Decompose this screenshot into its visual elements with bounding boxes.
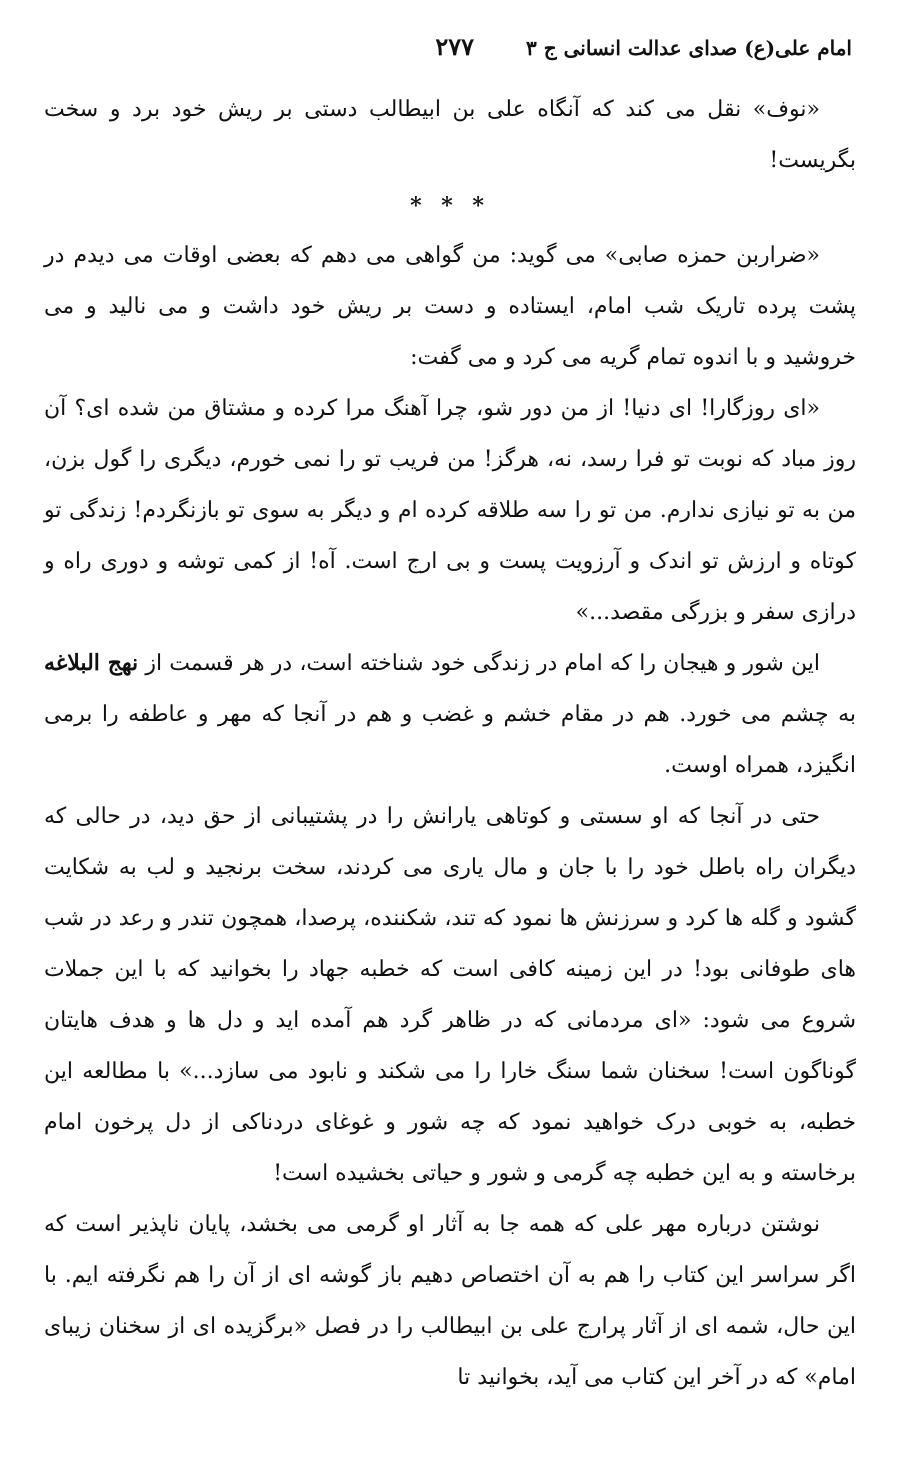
paragraph-nahj-after: به چشم می خورد. هم در مقام خشم و غضب و هم در آنجا که مهر و عاطفه را برمی انگیزد، همراه اوست. bbox=[44, 702, 856, 778]
paragraph-jihad-sermon: حتی در آنجا که او سستی و کوتاهی یارانش را در پشتیبانی از حق دید، در حالی که دیگران راه باطل خود را با جان و مال یاری می کردند، سخت برنجید و لب به شکایت گشود و گله ها کرد و سرزنش ها نمود که تند، شکننده، پرصدا، همچون تندر و رعد در شب های طوفانی بود! در این زمینه کافی است که خطبه جهاد را بخوانید که با این جملات شروع می شود: «ای مردمانی که در ظاهر گرد هم آمده اید و دل ها و هدف هایتان گوناگون است! سخنان شما سنگ خارا را می شکند و نابود می سازد...» با مطالعه این خطبه، به خوبی درک خواهید نمود که چه شور و غوغای دردناکی از دل پرخون امام برخاسته و به این خطبه چه گرمی و شور و حیاتی بخشیده است! bbox=[44, 804, 856, 1186]
paragraph-nahj bbox=[44, 638, 856, 791]
paragraph-nahj-before: این شور و هیجان را که امام در زندگی خود شناخته است، در هر قسمت از bbox=[138, 651, 820, 676]
paragraph-quote-world: «ای روزگارا! ای دنیا! از من دور شو، چرا آهنگ مرا کرده و مشتاق من شده ای؟ آن روز مباد که نوبت تو فرا رسد، نه، هرگز! من فریب تو را نمی خورم، دیگری را گول بزن، من به تو نیازی ندارم. من تو را سه طلاقه کرده ام و دیگر به سوی تو بازنگردم! زندگی تو کوتاه و ارزش تو اندک و آرزویت پست و بی ارج است. آه! از کمی توشه و دوری راه و درازی سفر و بزرگی مقصد...» bbox=[44, 396, 856, 625]
running-title: امام علی(ع) صدای عدالت انسانی ج ۳ bbox=[526, 36, 852, 60]
section-divider: * * * bbox=[410, 193, 490, 219]
page-body bbox=[44, 84, 856, 1403]
page-number: ۲۷۷ bbox=[435, 32, 474, 61]
paragraph-dirar: «ضراربن حمزه صابی» می گوید: من گواهی می دهم که بعضی اوقات می دیدم در پشت پرده تاریک شب امام، ایستاده و دست بر ریش خود داشت و می نالید و می خروشید و با اندوه تمام گریه می کرد و می گفت: bbox=[44, 243, 856, 370]
book-name-nahj-al-balagha: نهج البلاغه bbox=[44, 650, 139, 676]
paragraph-kindness: نوشتن درباره مهر علی که همه جا به آثار او گرمی می بخشد، پایان ناپذیر است که اگر سراسر این کتاب را هم به آن اختصاص دهیم باز گوشه ای از آن را هم نگرفته ایم. با این حال، شمه ای از آثار پرارج علی بن ابیطالب را در فصل «برگزیده ای از سخنان زیبای امام» که در آخر این کتاب می آید، بخوانید تا bbox=[44, 1212, 856, 1390]
page-header bbox=[48, 32, 852, 72]
paragraph-nauf: «نوف» نقل می کند که آنگاه علی بن ابیطالب دستی بر ریش خود برد و سخت بگریست! bbox=[44, 97, 856, 173]
